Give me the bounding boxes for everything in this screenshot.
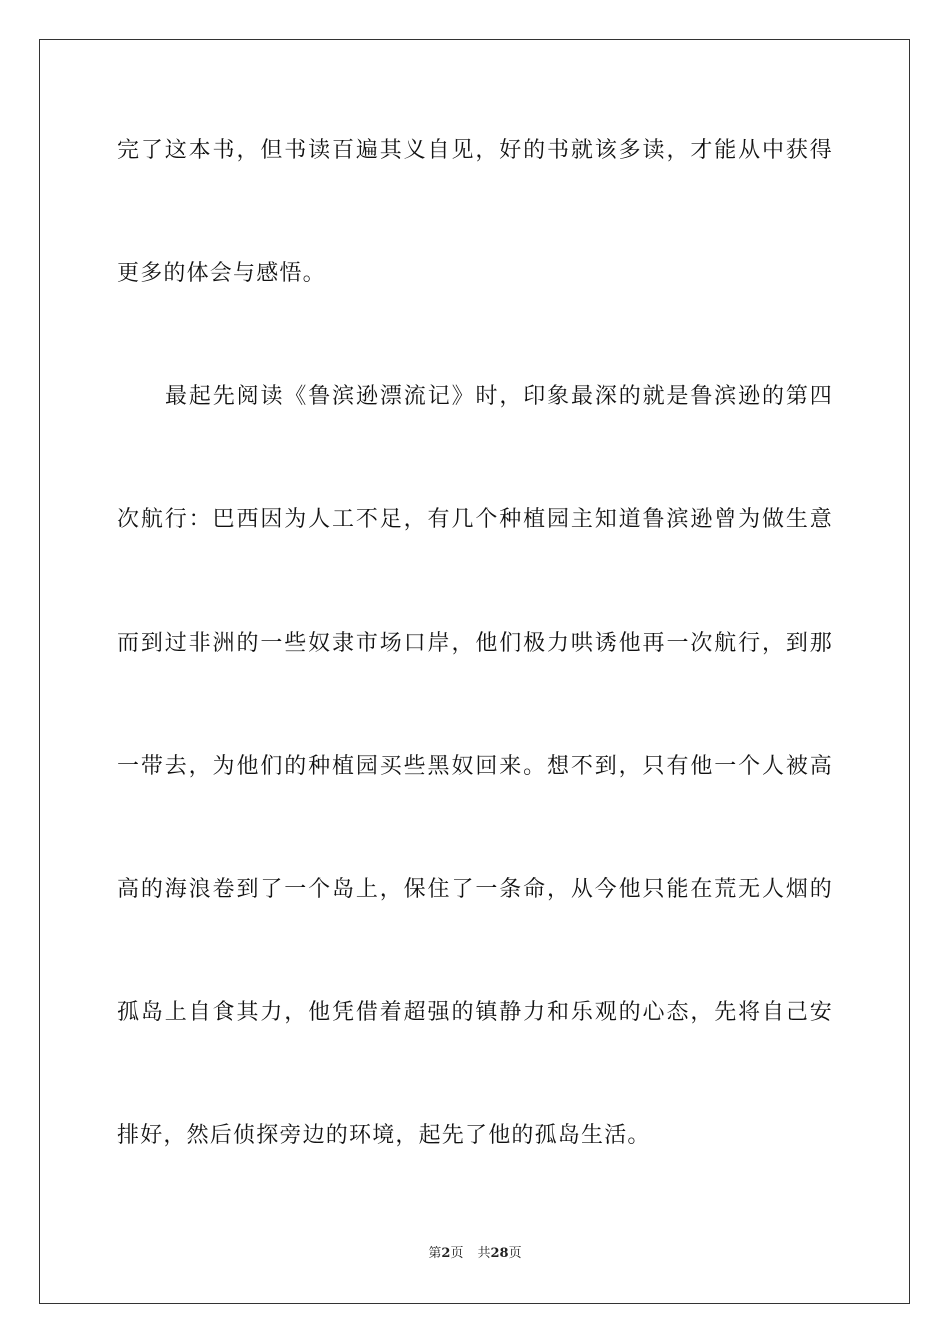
page-suffix: 页 (450, 1246, 464, 1261)
page-number: 2 (441, 1246, 451, 1261)
page-prefix: 第 (428, 1246, 442, 1261)
text-line-3: 最起先阅读《鲁滨逊漂流记》时，印象最深的就是鲁滨逊的第四 (165, 384, 833, 409)
total-pages: 28 (490, 1246, 509, 1261)
text-line-9: 排好，然后侦探旁边的环境，起先了他的孤岛生活。 (117, 1123, 651, 1148)
text-line-2: 更多的体会与感悟。 (117, 261, 326, 286)
total-suffix: 页 (508, 1246, 522, 1261)
page-border (39, 39, 910, 1304)
text-line-1: 完了这本书，但书读百遍其义自见，好的书就该多读，才能从中获得 (117, 138, 833, 163)
page-footer (0, 1244, 950, 1264)
text-line-4: 次航行：巴西因为人工不足，有几个种植园主知道鲁滨逊曾为做生意 (117, 507, 833, 532)
text-line-5: 而到过非洲的一些奴隶市场口岸，他们极力哄诱他再一次航行，到那 (117, 631, 833, 656)
total-prefix: 共 (477, 1246, 491, 1261)
text-line-6: 一带去，为他们的种植园买些黑奴回来。想不到，只有他一个人被高 (117, 754, 833, 779)
text-line-7: 高的海浪卷到了一个岛上，保住了一条命，从今他只能在荒无人烟的 (117, 877, 833, 902)
text-line-8: 孤岛上自食其力，他凭借着超强的镇静力和乐观的心态，先将自己安 (117, 1000, 833, 1025)
